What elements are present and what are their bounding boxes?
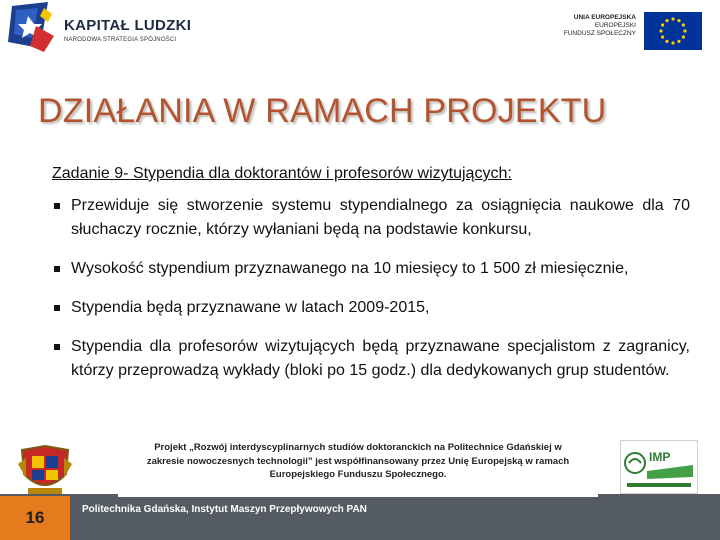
bullet-square-icon — [54, 344, 60, 350]
kapital-ludzki-title: KAPITAŁ LUDZKI — [64, 17, 192, 34]
imp-logo — [620, 440, 698, 494]
footer-band — [0, 494, 720, 540]
bullet-text: Stypendia będą przyznawane w latach 2009-2015, — [71, 299, 430, 316]
bullet-text: Przewiduje się stworzenie systemu stypendialnego za osiągnięcia naukowe dla 70 słuchaczy rocznie, którzy wyłaniani będą na podstawie konkursu, — [71, 197, 690, 238]
project-note-line2: zakresie nowoczesnych technologii” jest współfinansowany przez Unię Europejską w ramach — [146, 455, 570, 467]
list-item — [52, 194, 690, 242]
page-number: 16 — [25, 508, 45, 527]
imp-logo-text: IMP — [649, 450, 671, 464]
imp-emblem-icon — [621, 441, 697, 493]
university-crest-icon — [18, 444, 72, 496]
eu-logo — [562, 12, 714, 52]
project-cofinancing-note — [118, 439, 598, 497]
bullet-square-icon — [54, 305, 60, 311]
list-item — [52, 257, 690, 281]
eu-logo-line2: EUROPEJSKI — [594, 22, 636, 29]
eu-flag-icon — [644, 12, 702, 50]
project-note-line1: Projekt „Rozwój interdyscyplinarnych studiów doktoranckich na Politechnice Gdańskiej w — [154, 442, 562, 453]
footer-text: Politechnika Gdańska, Instytut Maszyn Przepływowych PAN — [82, 504, 367, 515]
page-title: DZIAŁANIA W RAMACH PROJEKTU — [38, 92, 607, 130]
bullet-square-icon — [54, 266, 60, 272]
bullet-text: Stypendia dla profesorów wizytujących będą przyznawane specjalistom z zagranicy, którzy przeprowadzą wykłady (bloki po 15 godz.) dla dedykowanych grup studentów. — [71, 338, 690, 379]
bullet-text: Wysokość stypendium przyznawanego na 10 miesięcy to 1 500 zł miesięcznie, — [71, 260, 629, 277]
kapital-ludzki-emblem-icon — [8, 2, 54, 52]
list-item — [52, 296, 690, 320]
task-heading: Zadanie 9- Stypendia dla doktorantów i profesorów wizytujących: — [52, 165, 512, 182]
bullet-square-icon — [54, 203, 60, 209]
eu-logo-text — [562, 14, 636, 38]
bullet-list — [52, 194, 690, 398]
page-number-box — [0, 496, 70, 540]
eu-logo-line3: FUNDUSZ SPOŁECZNY — [563, 30, 636, 37]
list-item — [52, 335, 690, 383]
project-note-line3: Europejskiego Funduszu Społecznego. — [269, 469, 447, 480]
eu-logo-line1: UNIA EUROPEJSKA — [573, 14, 636, 21]
kapital-ludzki-subtitle: NARODOWA STRATEGIA SPÓJNOŚCI — [64, 37, 177, 43]
kapital-ludzki-logo — [8, 2, 192, 54]
